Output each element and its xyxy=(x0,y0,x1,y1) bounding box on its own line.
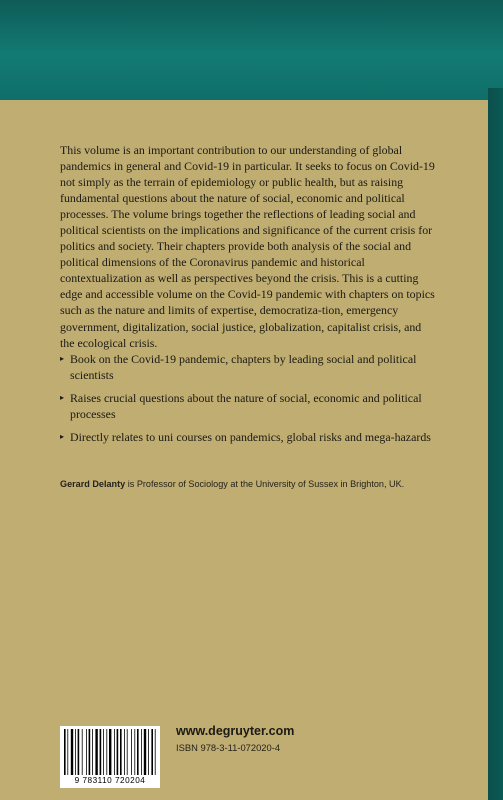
list-item xyxy=(60,351,440,383)
publisher-url[interactable]: www.degruyter.com xyxy=(176,724,295,738)
bullet-triangle-icon: ▸ xyxy=(60,432,65,441)
cover-top-band xyxy=(0,0,503,100)
author-description: is Professor of Sociology at the University of Sussex in Brighton, UK. xyxy=(125,479,405,489)
description-text: This volume is an important contribution to our understanding of global pandemics in general and Covid-19 in particular. It seeks to focus on Covid-19 not simply as the terrain of epidemiology or public health, but as raising fundamental questions about the nature of social, economic and political processes. The volume brings together the reflections of leading social and political scientists on the implications and significance of the current crisis for politics and society. Their chapters provide both analysis of the social and political dimensions of the Coronavirus pandemic and historical contextualization as well as perspectives beyond the crisis. This is a cutting edge and accessible volume on the Covid-19 pandemic with chapters on topics such as the nature and limits of expertise, democratiza-tion, emergency government, digitalization, social justice, globalization, capitalist crisis, and the ecological crisis. xyxy=(60,143,435,350)
list-item-text: Directly relates to uni courses on pandemics, global risks and mega-hazards xyxy=(70,430,431,444)
barcode-digits: 9 783110 720204 xyxy=(74,776,146,785)
bullet-triangle-icon: ▸ xyxy=(60,354,65,363)
list-item-text: Book on the Covid-19 pandemic, chapters by leading social and political scientists xyxy=(70,352,417,382)
key-points-list xyxy=(60,351,440,452)
list-item xyxy=(60,390,440,422)
barcode-bars xyxy=(63,729,157,775)
isbn-text: ISBN 978-3-11-072020-4 xyxy=(176,742,281,753)
author-name: Gerard Delanty xyxy=(60,479,126,489)
list-item xyxy=(60,429,440,445)
bullet-triangle-icon: ▸ xyxy=(60,393,65,402)
isbn-barcode xyxy=(60,726,160,788)
spine-edge xyxy=(488,88,503,800)
author-bio xyxy=(60,479,460,489)
list-item-text: Raises crucial questions about the nature of social, economic and political processes xyxy=(70,391,422,421)
